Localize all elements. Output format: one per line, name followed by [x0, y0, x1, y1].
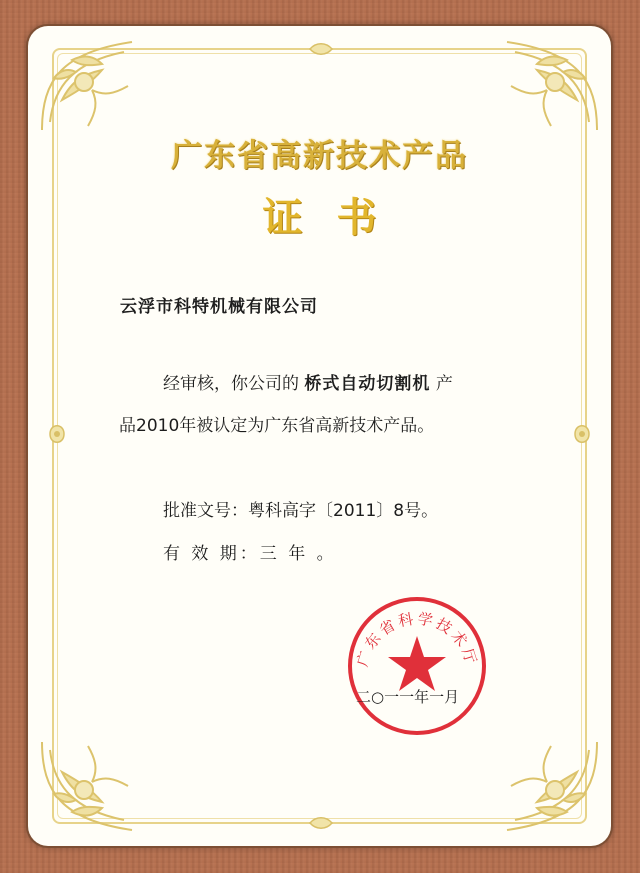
- validity-period: 有 效 期：三 年 。: [163, 544, 337, 564]
- approval-statement-line1: [163, 369, 453, 394]
- side-ornament-icon: [571, 417, 593, 451]
- side-ornament-icon: [46, 417, 68, 451]
- approval-number: 批准文号：粤科高字〔2011〕8号。: [163, 501, 439, 521]
- company-name: 云浮市科特机械有限公司: [120, 297, 318, 317]
- corner-ornament-icon: [32, 730, 144, 842]
- line1-prefix: 经审核，你公司的: [163, 374, 299, 394]
- certificate-title: 广东省高新技术产品: [171, 138, 468, 174]
- approval-statement-line2: 品2010年被认定为广东省高新技术产品。: [119, 416, 435, 436]
- corner-ornament-icon: [495, 730, 607, 842]
- product-name: 桥式自动切割机: [304, 374, 431, 394]
- issue-date: 二○一一年一月: [356, 688, 460, 706]
- bottom-ornament-icon: [308, 814, 334, 832]
- seal-text: 广东省科学技术厅: [353, 609, 481, 669]
- top-ornament-icon: [308, 40, 334, 58]
- official-seal-icon: [343, 592, 491, 740]
- certificate-paper: [28, 26, 611, 846]
- certificate-subtitle: 证书: [262, 194, 411, 241]
- corner-ornament-icon: [32, 30, 144, 142]
- corner-ornament-icon: [495, 30, 607, 142]
- line1-suffix: 产: [435, 374, 453, 394]
